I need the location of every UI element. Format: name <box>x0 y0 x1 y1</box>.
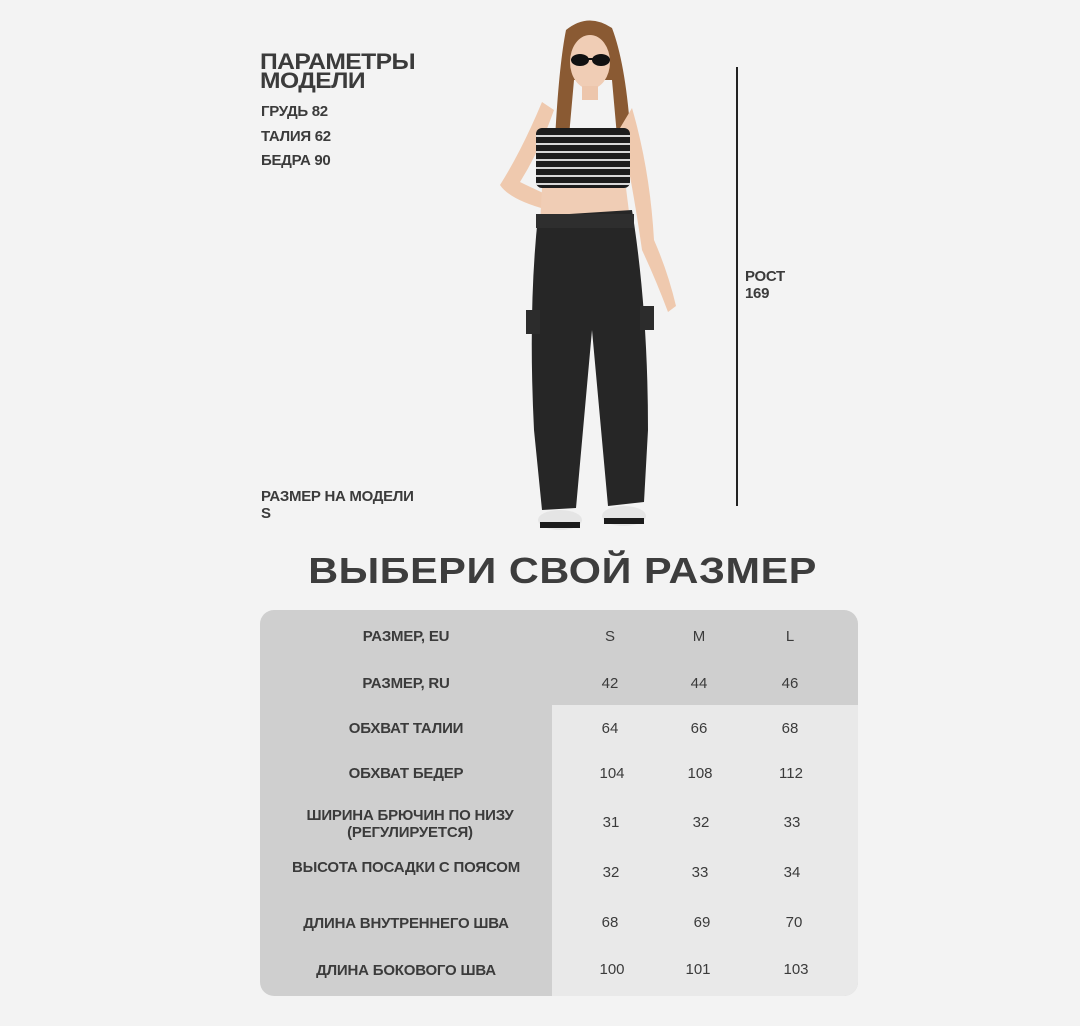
model-size-value: S <box>261 505 271 522</box>
row-label-side-seam: ДЛИНА БОКОВОГО ШВА <box>316 962 496 979</box>
row-label-inseam: ДЛИНА ВНУТРЕННЕГО ШВА <box>303 915 509 932</box>
cell-leg-width-l: 33 <box>783 814 801 831</box>
row-label-waist: ОБХВАТ ТАЛИИ <box>348 720 464 737</box>
row-label-leg-width-line1: ШИРИНА БРЮЧИН ПО НИЗУ <box>306 807 514 824</box>
cell-hips-m: 108 <box>687 765 713 782</box>
cell-inseam-l: 70 <box>785 914 803 931</box>
param-hips: БЕДРА 90 <box>261 152 331 169</box>
cell-rise-s: 32 <box>602 864 620 881</box>
model-size <box>261 488 414 522</box>
cell-size-eu-m: M <box>692 628 706 645</box>
cell-leg-width-m: 32 <box>692 814 710 831</box>
model-size-label: РАЗМЕР НА МОДЕЛИ <box>261 488 414 505</box>
cell-leg-width-s: 31 <box>602 814 620 831</box>
row-label-size-eu: РАЗМЕР, EU <box>362 628 450 645</box>
row-label-leg-width <box>264 807 556 841</box>
row-label-leg-width-line2: (РЕГУЛИРУЕТСЯ) <box>347 824 473 841</box>
model-params-title: ПАРАМЕТРЫ МОДЕЛИ <box>260 49 416 93</box>
cell-hips-l: 112 <box>779 765 803 782</box>
row-label-size-ru: РАЗМЕР, RU <box>362 675 450 692</box>
cell-size-ru-s: 42 <box>601 675 619 692</box>
cell-size-eu-s: S <box>604 628 615 645</box>
row-label-rise: ВЫСОТА ПОСАДКИ С ПОЯСОМ <box>291 859 520 876</box>
param-chest: ГРУДЬ 82 <box>261 103 328 120</box>
cell-size-ru-m: 44 <box>690 675 708 692</box>
cell-side-seam-l: 103 <box>783 961 809 978</box>
param-waist: ТАЛИЯ 62 <box>261 128 331 145</box>
model-photo <box>470 10 720 550</box>
cell-side-seam-m: 101 <box>685 961 711 978</box>
cell-rise-m: 33 <box>691 864 709 881</box>
height-indicator-line <box>736 67 738 506</box>
headline: ВЫБЕРИ СВОЙ РАЗМЕР <box>308 550 817 591</box>
cell-waist-m: 66 <box>690 720 708 737</box>
height-indicator <box>745 268 785 302</box>
cell-size-ru-l: 46 <box>781 675 799 692</box>
row-label-hips: ОБХВАТ БЕДЕР <box>348 765 464 782</box>
height-value: 169 <box>745 285 770 302</box>
height-label: РОСТ <box>745 268 785 285</box>
cell-hips-s: 104 <box>599 765 625 782</box>
size-table-values-bg <box>552 705 858 996</box>
cell-waist-l: 68 <box>781 720 799 737</box>
cell-side-seam-s: 100 <box>599 961 625 978</box>
cell-size-eu-l: L <box>785 628 795 645</box>
cell-inseam-s: 68 <box>601 914 619 931</box>
cell-waist-s: 64 <box>601 720 619 737</box>
cell-inseam-m: 69 <box>693 914 711 931</box>
cell-rise-l: 34 <box>783 864 801 881</box>
size-table <box>260 610 858 996</box>
